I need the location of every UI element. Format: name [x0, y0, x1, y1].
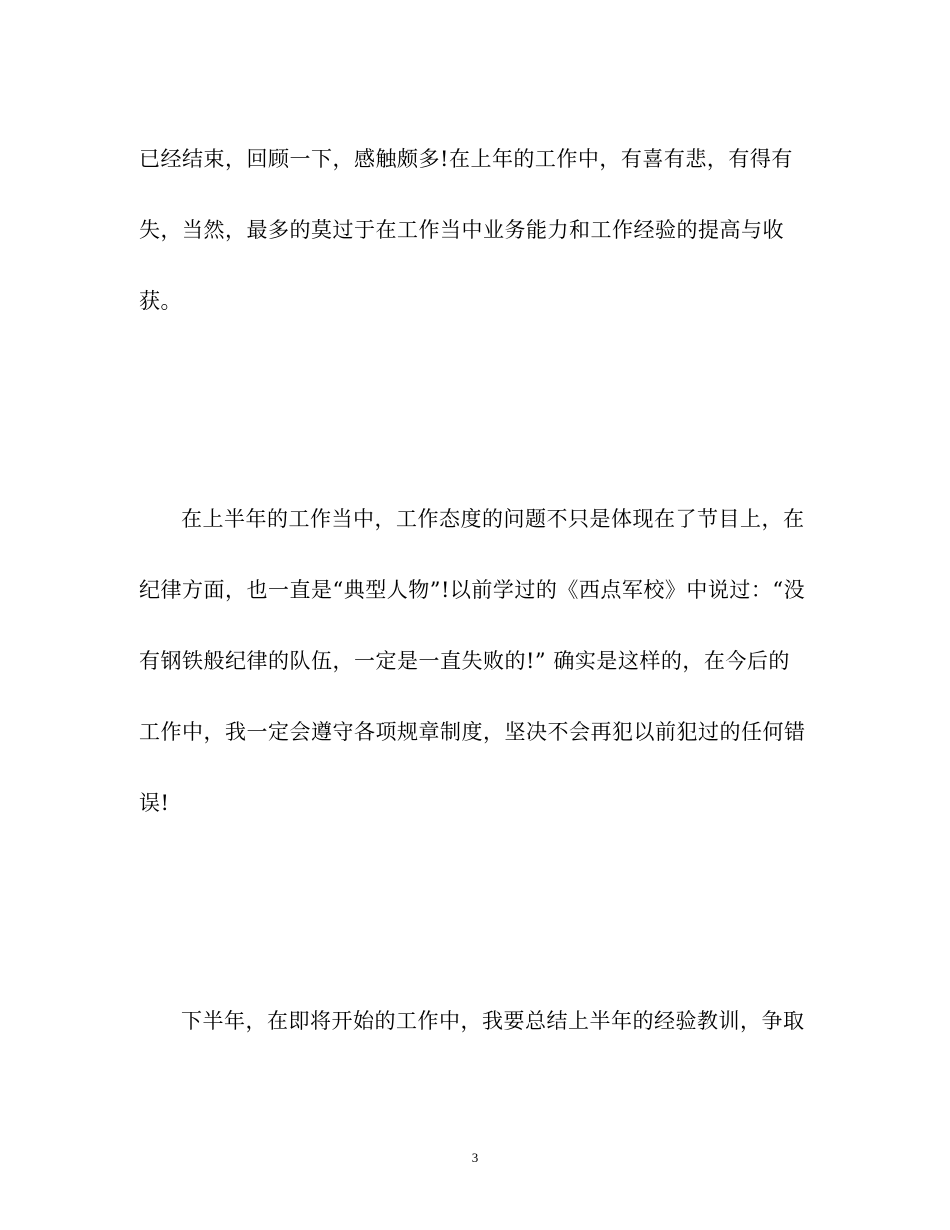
paragraph-line: 下半年，在即将开始的工作中，我要总结上半年的经验教训，争取 — [181, 1009, 805, 1033]
paragraph-line: 失，当然，最多的莫过于在工作当中业务能力和工作经验的提高与收 — [139, 218, 784, 242]
paragraph-line: 误! — [139, 791, 170, 815]
paragraph-line: 有钢铁般纪律的队伍，一定是一直失败的!” 确实是这样的，在今后的 — [139, 649, 790, 673]
paragraph-line: 在上半年的工作当中，工作态度的问题不只是体现在了节目上，在 — [181, 507, 805, 531]
paragraph-line: 工作中，我一定会遵守各项规章制度，坚决不会再犯以前犯过的任何错 — [139, 720, 806, 744]
paragraph-line: 纪律方面，也一直是“典型人物”!以前学过的《西点军校》中说过：“没 — [139, 578, 806, 602]
page-number: 3 — [471, 1150, 479, 1165]
paragraph-line: 已经结束，回顾一下，感触颇多!在上年的工作中，有喜有悲，有得有 — [139, 147, 793, 171]
paragraph-line: 获。 — [139, 289, 182, 313]
